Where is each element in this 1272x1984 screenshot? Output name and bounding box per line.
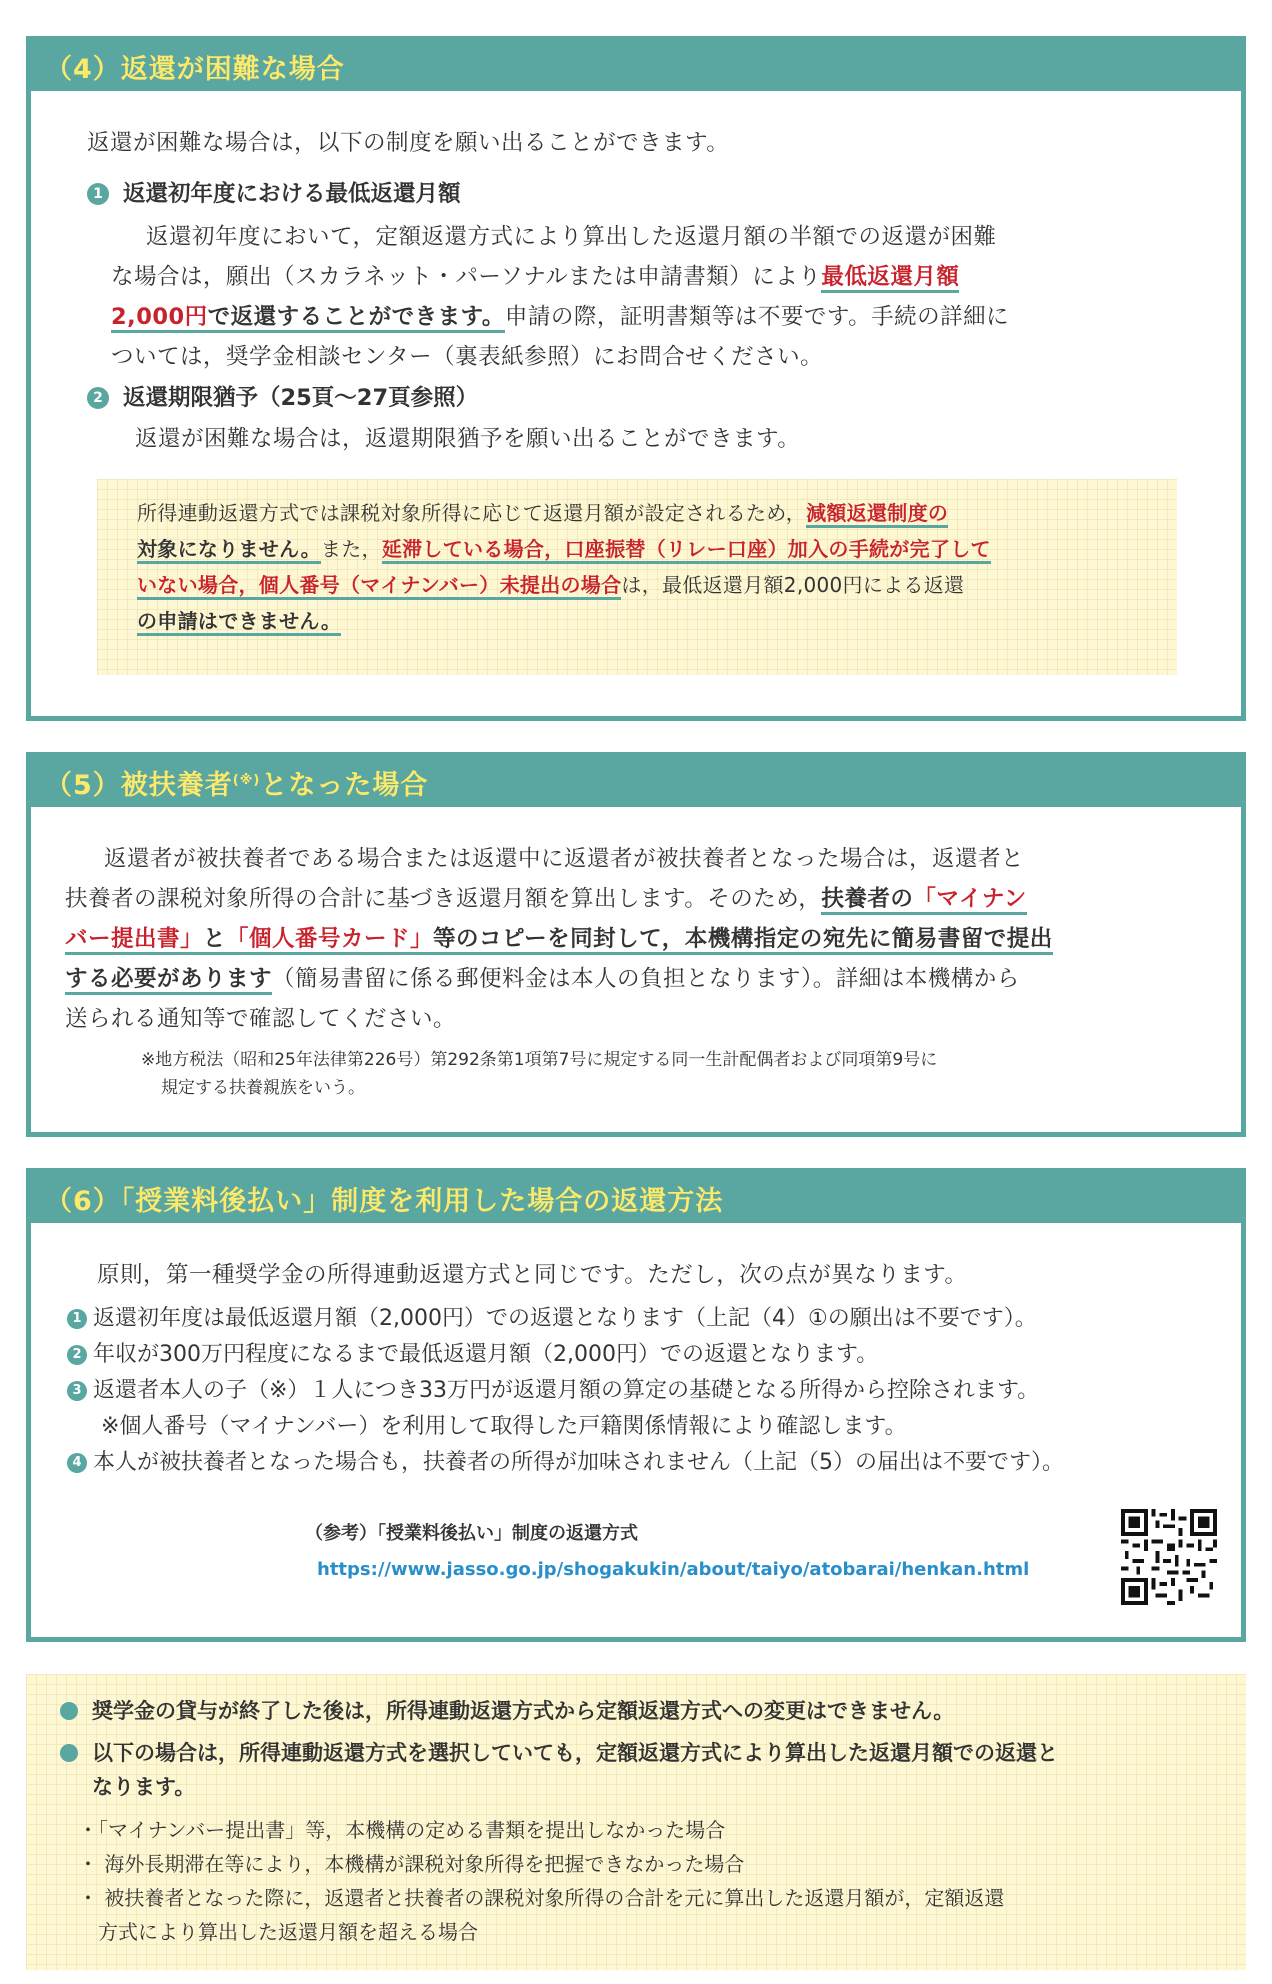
number-1-icon: 1	[87, 183, 109, 205]
number-2-icon: 2	[67, 1345, 87, 1365]
emphasis-and: と	[203, 926, 226, 955]
section-5-line-4-text: （簡易書留に係る郵便料金は本人の負担となります）。詳細は本機構から	[272, 966, 1020, 992]
highlight-mynumber-form: 「マイナン	[913, 886, 1026, 915]
section-6-title: （6）「授業料後払い」制度を利用した場合の返還方法	[31, 1173, 1241, 1223]
item-1-title-text: 返還初年度における最低返還月額	[123, 181, 461, 207]
section-4-title: （4）返還が困難な場合	[31, 41, 1241, 91]
section-5-line-2-text: 扶養者の課税対象所得の合計に基づき返還月額を算出します。そのため，	[65, 886, 822, 912]
item-1-line-1-text: 返還初年度において，定額返還方式により算出した返還月額の半額での返還が困難	[146, 224, 997, 250]
bullet-dot-icon	[60, 1702, 78, 1720]
section-4	[26, 36, 1246, 721]
highlight-reduced-return: 減額返還制度の	[806, 501, 948, 528]
item-1-line-2	[111, 257, 959, 297]
list-item-4-text: 本人が被扶養者となった場合も，扶養者の所得が加味されません（上記（5）の届出は不要です）。	[93, 1450, 1065, 1475]
qr-code-icon[interactable]	[1121, 1509, 1217, 1605]
item-1-line-3	[111, 297, 1009, 337]
emphasis-dependent: 扶養者の	[821, 886, 913, 915]
bottom-bullet-3: ・ 被扶養者となった際に，返還者と扶養者の課税対象所得の合計を元に算出した返還月額が，定額返還	[78, 1886, 1005, 1910]
bottom-note-2-text: 以下の場合は，所得連動返還方式を選択していても，定額返還方式により算出した返還月額での返還と	[92, 1741, 1058, 1765]
list-item-1	[67, 1301, 1037, 1337]
section-5-line-3	[65, 919, 1053, 959]
highlight-mynumber-card: 「個人番号カード」	[226, 926, 433, 955]
reference-label: （参考）「授業料後払い」制度の返還方式	[305, 1523, 638, 1544]
footnote-mark: (※)	[232, 772, 261, 788]
list-item-3-note-text: ※個人番号（マイナンバー）を利用して取得した戸籍関係情報により確認します。	[101, 1414, 907, 1439]
bottom-note-2-cont: なります。	[92, 1775, 196, 1799]
highlight-min-amount: 最低返還月額	[821, 264, 959, 293]
bottom-bullet-1: ・「マイナンバー提出書」等，本機構の定める書類を提出しなかった場合	[78, 1818, 726, 1842]
item-1-line-1	[123, 217, 997, 257]
section-5-line-5: 送られる通知等で確認してください。	[65, 1006, 457, 1032]
notice-line-3-text: は，最低返還月額2,000円による返還	[621, 573, 965, 597]
section-5-title-text-2: となった場合	[260, 769, 429, 801]
list-item-3	[67, 1373, 1039, 1409]
notice-line-1-text: 所得連動返還方式では課税対象所得に応じて返還月額が設定されるため，	[137, 501, 807, 525]
number-1-icon: 1	[67, 1309, 87, 1329]
section-5-note-1: ※地方税法（昭和25年法律第226号）第292条第1項第7号に規定する同一生計配偶者および同項第9号に	[141, 1050, 938, 1070]
item-1-title	[87, 177, 461, 211]
notice-line-4	[137, 603, 341, 639]
section-6	[26, 1168, 1246, 1642]
item-1-line-2-text: な場合は，願出（スカラネット・パーソナルまたは申請書類）により	[111, 264, 822, 290]
bottom-bullet-2: ・ 海外長期滞在等により，本機構が課税対象所得を把握できなかった場合	[78, 1852, 745, 1876]
emphasis-enclose-copy: 等のコピーを同封して，本機構指定の宛先に簡易書留で提出	[433, 926, 1053, 955]
notice-line-2-text: また，	[320, 537, 382, 561]
list-item-3-note	[101, 1409, 907, 1445]
section-5-line-1: 返還者が被扶養者である場合または返還中に返還者が被扶養者となった場合は，返還者と	[104, 846, 1025, 872]
section-4-intro: 返還が困難な場合は，以下の制度を願い出ることができます。	[87, 130, 730, 156]
list-item-2-text: 年収が300万円程度になるまで最低返還月額（2,000円）での返還となります。	[93, 1342, 879, 1367]
list-item-4	[67, 1445, 1064, 1481]
item-2-title	[87, 381, 478, 415]
highlight-2000-yen: 2,000円	[111, 304, 208, 333]
bottom-note-1	[60, 1694, 954, 1728]
notice-line-3	[137, 567, 964, 603]
section-5-note-2: 規定する扶養親族をいう。	[161, 1078, 365, 1098]
item-1-line-3-text: 申請の際，証明書類等は不要です。手続の詳細に	[504, 304, 1010, 330]
bottom-notes	[26, 1674, 1246, 1970]
bottom-note-1-text: 奨学金の貸与が終了した後は，所得連動返還方式から定額返還方式への変更はできません。	[92, 1699, 955, 1723]
section-5-title-text: （5）被扶養者	[45, 769, 233, 801]
notice-box	[97, 479, 1177, 675]
section-5-line-4	[65, 959, 1020, 999]
list-item-3-text: 返還者本人の子（※）１人につき33万円が返還月額の算定の基礎となる所得から控除されます。	[93, 1378, 1040, 1403]
bullet-dot-icon	[60, 1744, 78, 1762]
bottom-note-2	[60, 1736, 1058, 1770]
highlight-delinquent: 延滞している場合，口座振替（リレー口座）加入の手続が完了して	[382, 537, 991, 564]
item-2-text: 返還が困難な場合は，返還期限猶予を願い出ることができます。	[135, 426, 801, 452]
section-5-line-2	[65, 879, 1027, 919]
emphasis-cannot-apply: の申請はできません。	[137, 609, 341, 636]
number-4-icon: 4	[67, 1453, 87, 1473]
bottom-bullet-3-cont: 方式により算出した返還月額を超える場合	[78, 1920, 478, 1944]
notice-line-1	[137, 495, 948, 531]
emphasis-not-eligible: 対象になりません。	[137, 537, 321, 564]
list-item-2	[67, 1337, 878, 1373]
number-2-icon: 2	[87, 387, 109, 409]
section-5	[26, 752, 1246, 1137]
section-6-intro: 原則，第一種奨学金の所得連動返還方式と同じです。ただし，次の点が異なります。	[97, 1262, 968, 1288]
highlight-mynumber: いない場合，個人番号（マイナンバー）未提出の場合	[137, 573, 621, 600]
highlight-mynumber-form-2: バー提出書」	[65, 926, 203, 955]
item-2-title-text: 返還期限猶予（25頁〜27頁参照）	[123, 385, 479, 411]
reference-link[interactable]: https://www.jasso.go.jp/shogakukin/about/taiyo/atobarai/henkan.html	[317, 1559, 1030, 1580]
number-3-icon: 3	[67, 1381, 87, 1401]
notice-line-2	[137, 531, 991, 567]
item-1-line-4: ついては，奨学金相談センター（裏表紙参照）にお問合せください。	[111, 344, 824, 370]
emphasis-can-return: で返還することができます。	[208, 304, 505, 333]
section-5-title	[31, 757, 1241, 807]
list-item-1-text: 返還初年度は最低返還月額（2,000円）での返還となります（上記（4）①の願出は不要です）。	[93, 1306, 1037, 1331]
emphasis-required: する必要があります	[65, 966, 272, 995]
